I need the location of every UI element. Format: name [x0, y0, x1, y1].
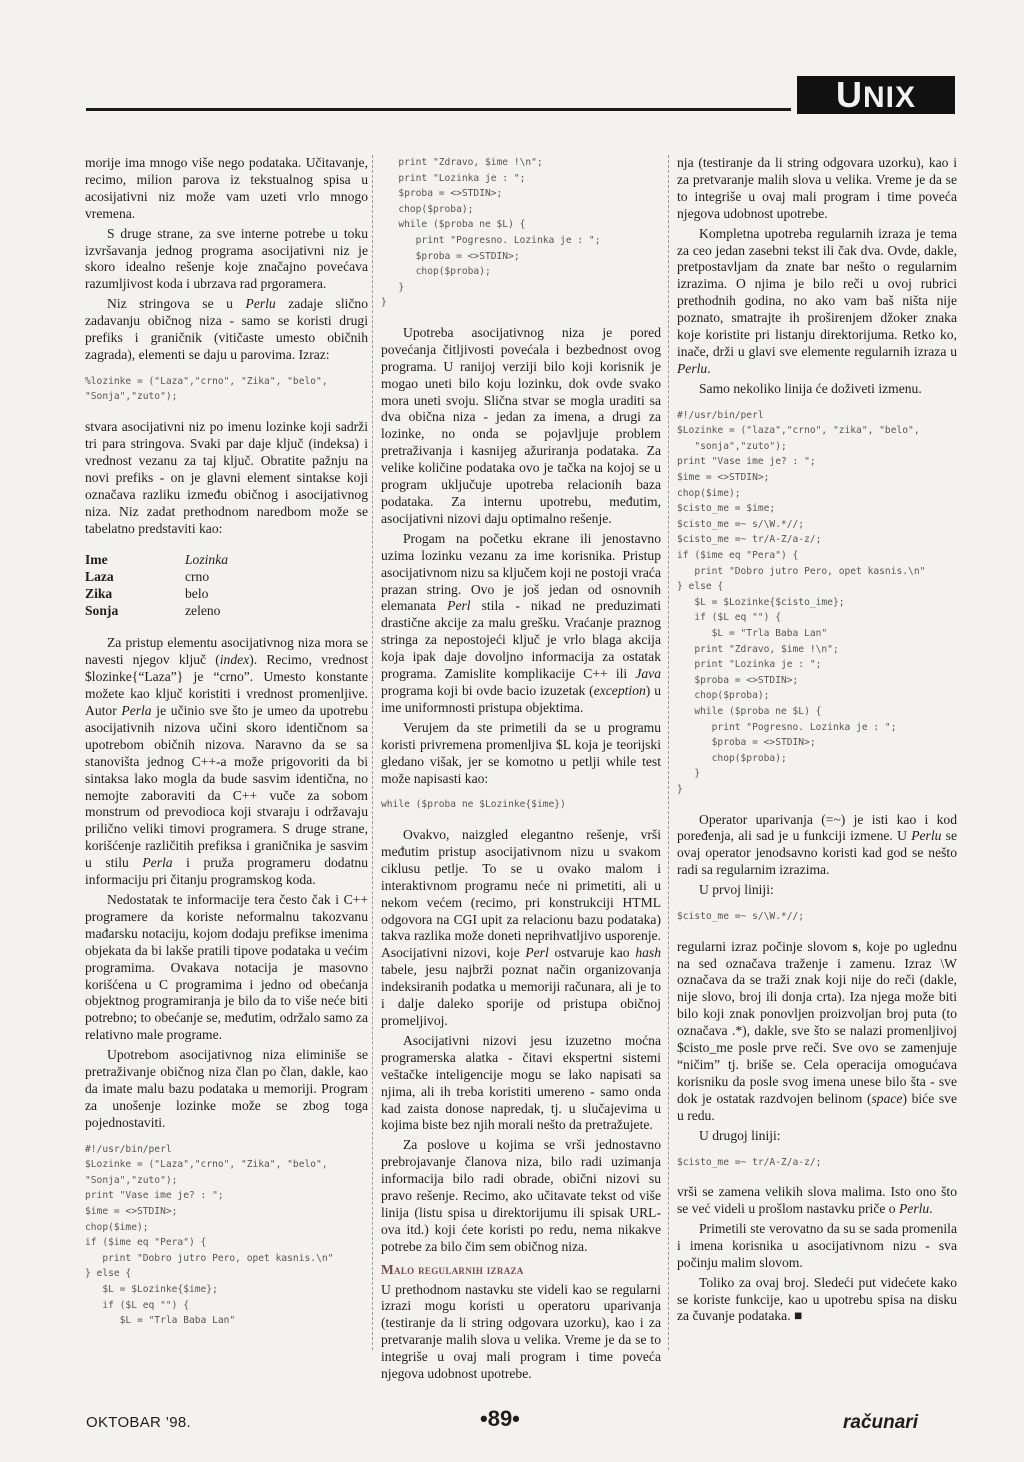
- paragraph: vrši se zamena velikih slova malima. Isto ono što se već videli u prošlom nastavku priče o Perlu.: [677, 1184, 957, 1217]
- column-1: [85, 155, 368, 1343]
- code-block: $cisto_me =~ tr/A-Z/a-z/;: [677, 1156, 822, 1168]
- paragraph: U prethodnom nastavku ste videli kao se regularni izrazi mogu koristi u operatoru uparivanja (testiranje da li string odgovara uzorku), kao i za pretvaranje malih slova u velika. Vreme je da se to integriše u ovaj mali program i time poveća njegova udobnost upotrebe.: [381, 1281, 661, 1382]
- paragraph: Upotreba asocijativnog niza je pored povećanja čitljivosti povećala i bezbednost ovog programa. U ranijoj verziji bilo koji korisnik je mogao uneti bilo koju lozinku, dok ovde svako mora uneti svoju. Slična stvar se mogla uraditi sa dva obična niza - jedan za imena, a drugi za lozinke, no onda se pojavljuje problem pretraživanja i kasnijeg ažuriranja podataka. Za velike količine podataka ovo je tačka na kojoj se u program uključuje upotreba relacionih baza podataka. Za internu upotrebu, međutim, asocijativni nizovi daju optimalno rešenje.: [381, 324, 661, 526]
- column-divider: [372, 155, 373, 1350]
- paragraph: Progam na početku ekrane ili jenostavno uzima lozinku vezanu za ime korisnika. Pristup asocijativnom nizu sa ključem koji ne postoji vraća prazan string. Ovo je još jedan od osnovnih elemanata Perl stila - nikad ne preduzimati drastične akcije za malu grešku. Vraćanje praznog stringa za nepostojeći ključ je vrlo blaga akcija koja ipak daje dovoljno informacija za ostatak programa. Zamislite komplikacije C++ ili Java programa koji bi ovde bacio izuzetak (exception) u ime uniformnosti pristupa objektima.: [381, 530, 661, 715]
- paragraph: regularni izraz počinje slovom s, koje po uglednu na sed označava traženje i zamenu. Izraz \W označava da se traži znak koji nije do reči (dakle, nije slovo, broj ili donja crta). Iza njega može biti bilo koji znak ponovljen proizvoljan broj puta (to označava .*), dakle, sve što se nalazi promenljivoj $cisto_me posle prve reči. Sve ovo se zamenjuje “ničim” tj. briše se. Cela operacija omogućava korisniku da posle svog imena unese bilo šta - sve dok je ostatak razdvojen belinom (space) biće sve u redu.: [677, 938, 958, 1123]
- table-header-row: [85, 551, 228, 568]
- paragraph: U prvoj liniji:: [699, 882, 774, 898]
- magazine-name: računari: [843, 1412, 918, 1433]
- paragraph: Asocijativni nizovi jesu izuzetno moćna programerska alatka - čitavi ekspertni sistemi veštačke inteligencije mogu se lako napisati sa njima, ali ih treba koristiti umereno - samo onda kad zaista donose napredak, tj. u slučajevima u kojima biste bez njih morali nešto da pretražujete.: [381, 1032, 661, 1133]
- column-divider: [668, 155, 669, 1350]
- section-title: UNIX SERVIS: [797, 76, 955, 114]
- code-block: #!/usr/bin/perl $Lozinke = ("laza","crno", "zika", "belo", "sonja","zuto"); print "Vase ime je? : "; $ime = <>STDIN>; chop($ime); $cisto_me = $ime; $cisto_me =~ s/\W.*//; $cisto_me =~ tr/A-Z/a-z/; if ($ime eq "Pera") { print "Dobro jutro Pero, opet kasnis.\n" } else { $L = $Lozinke{$cisto_ime}; if ($L eq "") { $L = "Trla Baba Lan" print "Zdravo, $ime !\n"; print "Lozinka je : "; $proba = <>STDIN>; chop($proba); while ($proba ne $L) { print "Pogresno. Lozinka je : "; $proba = <>STDIN>; chop($proba); } }: [677, 409, 926, 795]
- paragraph: Kompletna upotreba regularnih izraza je tema za ceo jedan zasebni tekst ili čak dva. Ovde, dakle, pretpostavljam da znate bar nešto o regularnim izrazima. O njima je bilo reči u ovoj rubrici prethodnih godina, no ako vam baš ništa nije poznato, smatrajte ih proširenjem džoker znaka koje koristite pri listanju direktorijuma. Retko ko, inače, drži u glavi sve elemente regularnih izraza u Perlu.: [677, 225, 957, 376]
- table-cell: belo: [185, 586, 209, 602]
- code-block: $cisto_me =~ s/\W.*//;: [677, 911, 805, 923]
- section-heading: Malo regularnih izraza: [381, 1261, 524, 1277]
- table-row: [85, 585, 228, 602]
- table-cell: Zika: [85, 586, 113, 602]
- paragraph: stvara asocijativni niz po imenu lozinke koji sadrži tri para stringova. Svaki par daje ključ (indeksa) i vrednost vezanu za taj ključ. Obratite pažnju na novi prefiks - on je glavni element sintakse koji označava razliku između običnog i asocijativnog niza. Niz zadat prethodnom naredbom može se tabelatno predstaviti kao:: [85, 419, 368, 536]
- paragraph: Ovakvo, naizgled elegantno rešenje, vrši međutim pristup asocijativnom nizu u svakom ciklusu petlje. To se u ovako malom i interaktivnom programu neće ni primetiti, ali u nekom većem (recimo, pri konstrukciji HTML odgovora na CGI upit za relacionu bazu podataka) takva razlika može doneti neprihvatljivo usporenje. Asocijativni nizovi, koje Perl ostvaruje kao hash tabele, jesu najbrži poznat način organizovanja indeksiranih podatka u memoriji računara, ali je to i dalje daleko sporije od pristupa običnoj promeljivoj.: [381, 827, 661, 1028]
- paragraph: Samo nekoliko linija će doživeti izmenu.: [699, 380, 922, 396]
- paragraph: Za pristup elementu asocijativnog niza mora se navesti njegov ključ (index). Recimo, vrednost $lozinke{“Laza”} je “crno”. Umesto konstante možete kao ključ koristiti i vrednost promenljive. Autor Perla je učinio sve što je umeo da upotrebu asocijativnih nizova učini skoro identičnom sa upotrebom običnih nizova. Naravno da se sa stanovišta jednog C++-a može prigovoriti da bi sintaksa lako mogla da bude sasvim identična, no nemojte zaboraviti da C++ vuče za sobom monstrum od prevodioca koji stvaraju i održavaju prilično veliki timovi programera. S druge strane, korišćenje različitih prefiksa i graničnika je sasvim u stilu Perla i pruža programeru dodatnu informaciju pri čitanju programskog koda.: [85, 635, 369, 888]
- table-cell: crno: [185, 569, 210, 585]
- table-cell: zeleno: [185, 603, 221, 619]
- table-cell: Sonja: [85, 603, 119, 619]
- paragraph: Operator uparivanja (=~) je isti kao i kod poređenja, ali sad je u funkciji izmene. U Perlu se ovaj operator jenodsavno koristi kad god se nešto radi sa regularnim izrazima.: [677, 811, 957, 878]
- paragraph: Nedostatak te informacije tera često čak i C++ programere da koriste neformalnu takozvanu mađarsku notaciju, kojom dodaju prefikse imenima objekata da bi lakše pratili tipove podataka u većim programima. Ovakava notacija je masovno korišćena u C programima i jedno od obećanja objektnog programiranja je bilo da to više neće biti potrebno; to obećanje se, međutim, održalo samo za relativno male programe.: [85, 892, 368, 1043]
- paragraph: nja (testiranje da li string odgovara uzorku), kao i za pretvaranje malih slova u velika. Vreme je da se to integriše u ovaj mali program i time poveća njegova udobnost upotrebe.: [677, 155, 957, 221]
- column-3: [677, 155, 957, 1328]
- paragraph: S druge strane, za sve interne potrebe u toku izvršavanja jednog programa asocijativni niz je skoro idealno rešenje koje značajno povećava razumljivost koda i ubrzava rad prgoramera.: [85, 225, 368, 292]
- paragraph: morije ima mnogo više nego podataka. Učitavanje, recimo, milion parova iz tekstualnog spisa u acosijativni niz može vam uzeti vrlo mnogo vremena.: [85, 155, 368, 221]
- code-block: %lozinke = ("Laza","crno", "Zika", "belo", "Sonja","zuto");: [85, 375, 328, 403]
- paragraph: Toliko za ovaj broj. Sledeći put videćete kako se koriste funkcije, kao u upotrebu spisa na disku za čuvanje podataka. ■: [677, 1274, 957, 1324]
- code-block: #!/usr/bin/perl $Lozinke = ("Laza","crno", "Zika", "belo", "Sonja","zuto"); print "Vase ime je? : "; $ime = <>STDIN>; chop($ime); if ($ime eq "Pera") { print "Dobro jutro Pero, opet kasnis.\n" } else { $L = $Lozinke{$ime}; if ($L eq "") { $L = "Trla Baba Lan": [85, 1143, 334, 1327]
- code-block: while ($proba ne $Lozinke{$ime}): [381, 799, 566, 811]
- table-row: [85, 568, 228, 585]
- column-2: [381, 155, 661, 1386]
- table-row: [85, 602, 228, 619]
- paragraph: Upotrebom asocijativnog niza eliminiše se pretraživanje običnog niza član po član, dakle, kao da imate malu bazu podataka u memoriji. Program za unošenje lozinke može se zbog toga pojednostaviti.: [85, 1047, 368, 1130]
- code-block: print "Zdravo, $ime !\n"; print "Lozinka je : "; $proba = <>STDIN>; chop($proba); while ($proba ne $L) { print "Pogresno. Lozinka je : "; $proba = <>STDIN>; chop($proba); } }: [381, 157, 601, 309]
- table-header: Ime: [85, 552, 108, 568]
- password-table: [85, 551, 228, 619]
- paragraph: Niz stringova se u Perlu zadaje slično zadavanju običnog niza - samo se koristi drugi prefiks i graničnik (vitičaste umesto običnih zagrada), elementi se daju u parovima. Izraz:: [85, 296, 369, 362]
- issue-date: OKTOBAR ’98.: [86, 1414, 192, 1431]
- header-rule: [86, 108, 791, 111]
- table-header: Lozinka: [185, 552, 229, 568]
- table-cell: Laza: [85, 569, 114, 585]
- paragraph: Verujem da ste primetili da se u programu koristi privremena promenljiva $L koja je teorijski gledano višak, jer se komotno u petlji while test može napisasti kao:: [381, 719, 661, 786]
- page-number: •89•: [480, 1406, 520, 1431]
- paragraph: Za poslove u kojima se vrši jednostavno prebrojavanje članova niza, bilo radi uzimanja informacija bilo radi obrade, obični nizovi su pravo rešenje. Recimo, ako učitavate tekst od više linija (listu spisa u direktorijumu ili spisak URL-ova itd.) koji ćete koristi po redu, nema nikakve potrebe za bilo čim sem običnog niza.: [381, 1137, 661, 1254]
- paragraph: Primetili ste verovatno da su se sada promenila i imena korisnika u asocijativnom nizu - sva počinju malim slovom.: [677, 1220, 957, 1270]
- paragraph: U drugoj liniji:: [699, 1127, 781, 1143]
